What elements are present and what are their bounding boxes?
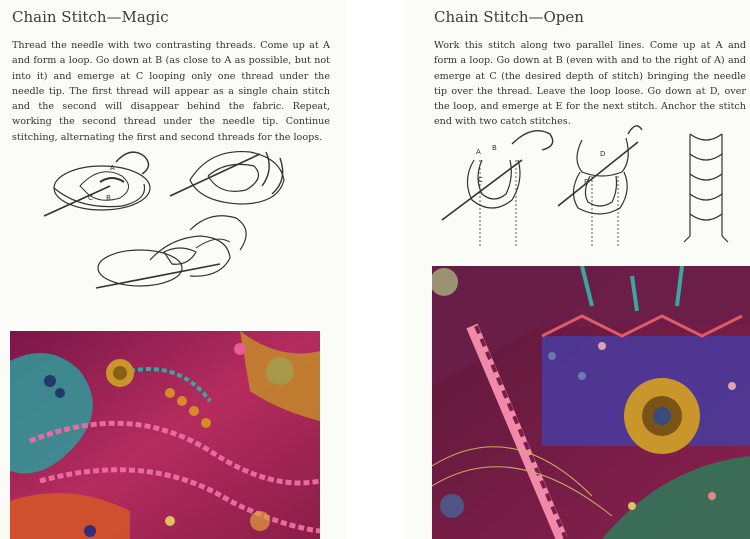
magic-label-c: C <box>88 194 93 202</box>
spiral-binding <box>346 0 404 539</box>
right-page-title: Chain Stitch—Open <box>434 8 584 26</box>
magic-step-3-illustration <box>96 216 246 288</box>
open-step-2-illustration <box>558 126 642 248</box>
open-step-3-illustration <box>684 134 728 242</box>
open-chain-photo <box>432 266 750 539</box>
open-label-a: A <box>476 148 481 156</box>
magic-label-b: B <box>106 194 111 202</box>
magic-label-a: A <box>110 164 115 172</box>
magic-step-2-illustration <box>170 152 284 204</box>
magic-step-1-illustration <box>44 152 150 216</box>
left-page-instructions: Thread the needle with two contrasting threads. Come up at A and form a loop. Go down at B (as close to A as possible, but not into it) and emerge at C looping only one thread under the needle tip. The first thread will appear as a single chain stitch and the second will disappear behind the fabric. Repeat, working the second thread under the needle tip. Continue stitching, alternating the first and second threads for the loops. <box>12 40 330 143</box>
magic-chain-photo <box>10 331 320 539</box>
open-label-b: B <box>492 144 497 152</box>
right-page-instructions: Work this stitch along two parallel lines. Come up at A and form a loop. Go down at B (even with and to the right of A) and emerge at C (the desired depth of stitch) bringing the needle tip over the thread. Leave the loop loose. Go down at D, over the loop, and emerge at E for the next stitch. Anchor the stitch end with two catch stitches. <box>434 40 746 128</box>
open-label-c: C <box>478 176 483 184</box>
open-label-e: E <box>584 178 589 186</box>
right-page <box>404 0 750 539</box>
open-label-d: D <box>600 150 606 158</box>
magic-chain-diagram <box>40 140 310 300</box>
open-step-1-illustration <box>442 131 553 248</box>
left-page-title: Chain Stitch—Magic <box>12 8 169 26</box>
open-chain-diagram <box>432 120 742 250</box>
left-page <box>0 0 346 539</box>
